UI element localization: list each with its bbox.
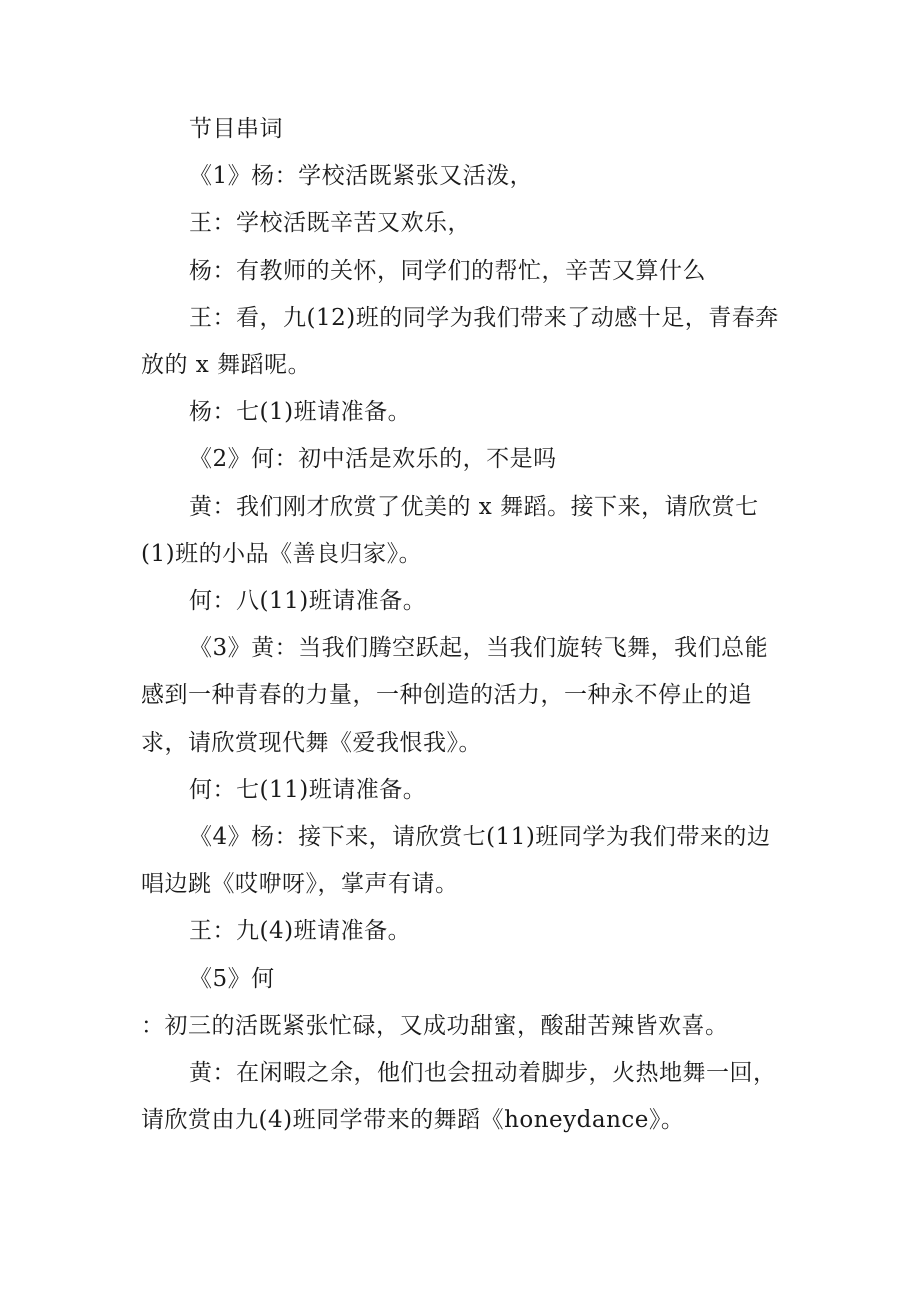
paragraph-6: 《2》何：初中活是欢乐的，不是吗 bbox=[189, 446, 557, 473]
paragraph-12: 王：九(4)班请准备。 bbox=[189, 918, 412, 945]
paragraph-9: 《3》黄：当我们腾空跃起，当我们旋转飞舞，我们总能感到一种青春的力量，一种创造的活力，一种永不停止的追求，请欣赏现代舞《爱我恨我》。 bbox=[141, 635, 769, 756]
paragraph-1: 《1》杨：学校活既紧张又活泼， bbox=[189, 163, 534, 190]
paragraph-15: 黄：在闲暇之余，他们也会扭动着脚步，火热地舞一回，请欣赏由九(4)班同学带来的舞蹈《honeydance》。 bbox=[141, 1060, 777, 1134]
document-title: 节目串词 bbox=[189, 116, 283, 142]
document-body bbox=[141, 106, 791, 1144]
paragraph-3: 杨：有教师的关怀，同学们的帮忙，辛苦又算什么 bbox=[189, 257, 706, 284]
paragraph-4: 王：看，九(12)班的同学为我们带来了动感十足，青春奔放的 x 舞蹈呢。 bbox=[141, 304, 779, 379]
paragraph-8: 何：八(11)班请准备。 bbox=[189, 588, 427, 615]
paragraph-14: ：初三的活既紧张忙碌，又成功甜蜜，酸甜苦辣皆欢喜。 bbox=[141, 1012, 729, 1039]
paragraph-13: 《5》何 bbox=[189, 965, 275, 992]
paragraph-11: 《4》杨：接下来，请欣赏七(11)班同学为我们带来的边唱边跳《哎咿呀》，掌声有请。 bbox=[141, 824, 771, 898]
paragraph-2: 王：学校活既辛苦又欢乐， bbox=[189, 210, 471, 237]
paragraph-10: 何：七(11)班请准备。 bbox=[189, 776, 427, 803]
paragraph-7: 黄：我们刚才欣赏了优美的 x 舞蹈。接下来，请欣赏七(1)班的小品《善良归家》。 bbox=[141, 493, 759, 567]
paragraph-5: 杨：七(1)班请准备。 bbox=[189, 399, 412, 426]
